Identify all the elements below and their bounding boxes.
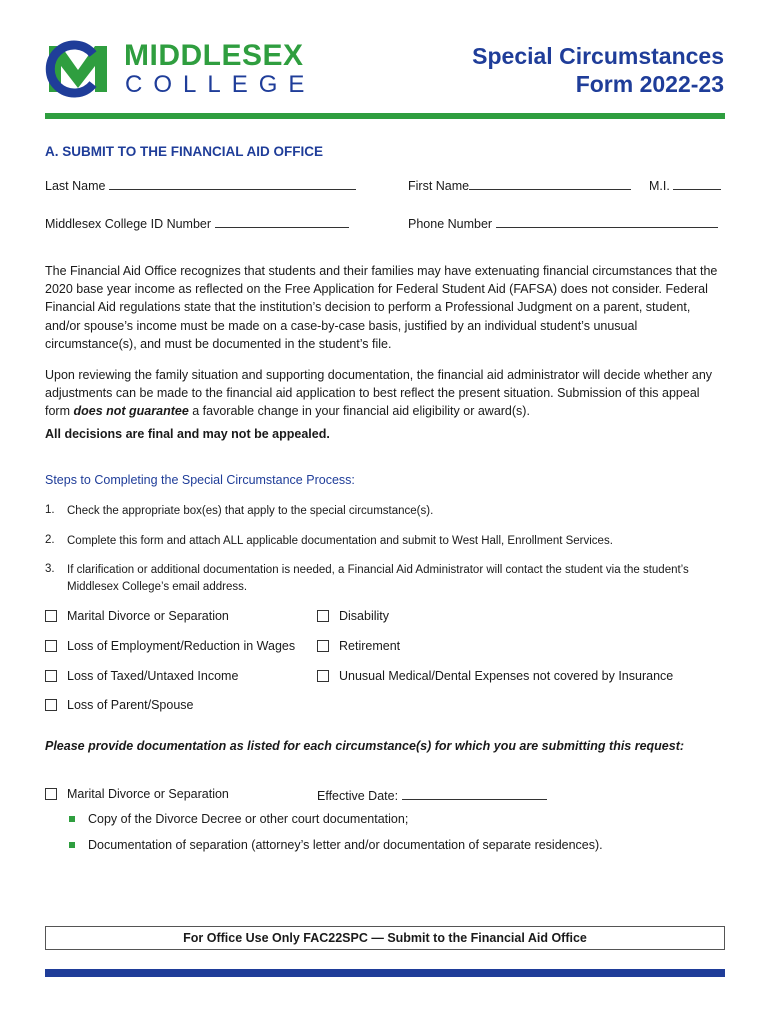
doc-bullet-2: Documentation of separation (attorney’s letter and/or documentation of separate residences). — [88, 838, 603, 852]
intro-p2-emphasis: does not guarantee — [73, 404, 189, 419]
step-3-text: If clarification or additional documentation is needed, a Financial Aid Administrator will contact the student via the student’s Middlesex College’s email address. — [67, 564, 689, 593]
checkbox-label-medical-expenses: Unusual Medical/Dental Expenses not covered by Insurance — [339, 669, 674, 683]
checkbox-retirement[interactable] — [317, 640, 329, 652]
effective-date-field[interactable] — [317, 787, 547, 803]
checkbox-label-loss-employment: Loss of Employment/Reduction in Wages — [67, 639, 296, 653]
mi-line[interactable] — [673, 177, 721, 190]
form-title-line1: Special Circumstances — [472, 43, 724, 69]
last-name-label: Last Name — [45, 179, 106, 193]
intro-p2-part-b: a favorable change in your financial aid eligibility or award(s). — [188, 404, 530, 419]
step-2-number: 2. — [45, 534, 55, 546]
first-name-label: First Name — [408, 179, 470, 193]
form-title-line2: Form 2022-23 — [575, 71, 724, 97]
step-2-text: Complete this form and attach ALL applicable documentation and submit to West Hall, Enrollment Services. — [67, 535, 613, 547]
checkbox-label-marital-divorce: Marital Divorce or Separation — [67, 609, 229, 623]
checkbox-medical-expenses[interactable] — [317, 670, 329, 682]
office-use-box: For Office Use Only FAC22SPC — Submit to the Financial Aid Office — [45, 926, 725, 950]
mi-field[interactable] — [649, 177, 721, 193]
checkbox-disability[interactable] — [317, 610, 329, 622]
step-3-number: 3. — [45, 563, 55, 575]
intro-p2-text — [45, 366, 727, 421]
id-number-field[interactable] — [45, 215, 349, 231]
footer-divider — [45, 969, 725, 977]
header-divider — [45, 113, 725, 119]
checkbox-label-loss-parent: Loss of Parent/Spouse — [67, 698, 194, 712]
step-1-number: 1. — [45, 504, 55, 516]
checkbox-label-loss-income: Loss of Taxed/Untaxed Income — [67, 669, 239, 683]
checkbox-label-disability: Disability — [339, 609, 390, 623]
bullet-icon — [69, 816, 75, 822]
intro-p1-text: The Financial Aid Office recognizes that students and their families may have extenuating financial circumstances that the 2020 base year income as reflected on the Free Application for Federal Student Aid (FAFSA) does not consider. Federal Financial Aid regulations state that the institution’s decision to perform a Professional Judgment on a parent, student, and/or spouse’s income must be made on a case-by-case basis, justified by an individual student’s unusual circumstance(s), and must be documented in the student’s file. — [45, 264, 718, 351]
checkbox-label-retirement: Retirement — [339, 639, 401, 653]
doc-bullet-1: Copy of the Divorce Decree or other court documentation; — [88, 812, 409, 826]
checkbox-loss-employment[interactable] — [45, 640, 57, 652]
intro-paragraph-1 — [45, 262, 727, 353]
phone-field[interactable] — [408, 215, 718, 231]
college-logo-icon — [43, 40, 113, 98]
phone-line[interactable] — [496, 215, 718, 228]
logo-word-middlesex: MIDDLESEX — [124, 39, 304, 72]
phone-label: Phone Number — [408, 217, 493, 231]
steps-heading: Steps to Completing the Special Circumstance Process: — [45, 473, 355, 487]
effective-date-line[interactable] — [402, 787, 547, 800]
intro-paragraph-3: All decisions are final and may not be appealed. — [45, 427, 330, 441]
step-1-text: Check the appropriate box(es) that apply to the special circumstance(s). — [67, 505, 434, 517]
checkbox-loss-parent[interactable] — [45, 699, 57, 711]
doc-marital-divorce-label: Marital Divorce or Separation — [67, 787, 229, 801]
checkbox-loss-income[interactable] — [45, 670, 57, 682]
logo-word-college: COLLEGE — [125, 71, 316, 98]
first-name-field[interactable] — [408, 177, 631, 193]
mi-label: M.I. — [649, 179, 670, 193]
section-a-heading: A. SUBMIT TO THE FINANCIAL AID OFFICE — [45, 144, 323, 159]
intro-paragraph-2 — [45, 366, 727, 421]
id-number-label: Middlesex College ID Number — [45, 217, 212, 231]
id-number-line[interactable] — [215, 215, 349, 228]
form-title — [472, 42, 724, 98]
checkbox-marital-divorce[interactable] — [45, 610, 57, 622]
bullet-icon — [69, 842, 75, 848]
checkbox-doc-marital-divorce[interactable] — [45, 788, 57, 800]
effective-date-label: Effective Date: — [317, 789, 399, 803]
last-name-field[interactable] — [45, 177, 356, 193]
intro-p2-part-a: Upon reviewing the family situation and supporting documentation, the financial aid administrator will decide whether any adjustments can be made to the financial aid application to best reflect the present situation. Submission of this appeal form — [45, 368, 713, 419]
last-name-line[interactable] — [109, 177, 356, 190]
first-name-line[interactable] — [469, 177, 631, 190]
documentation-instruction: Please provide documentation as listed for each circumstance(s) for which you are submitting this request: — [45, 739, 685, 753]
